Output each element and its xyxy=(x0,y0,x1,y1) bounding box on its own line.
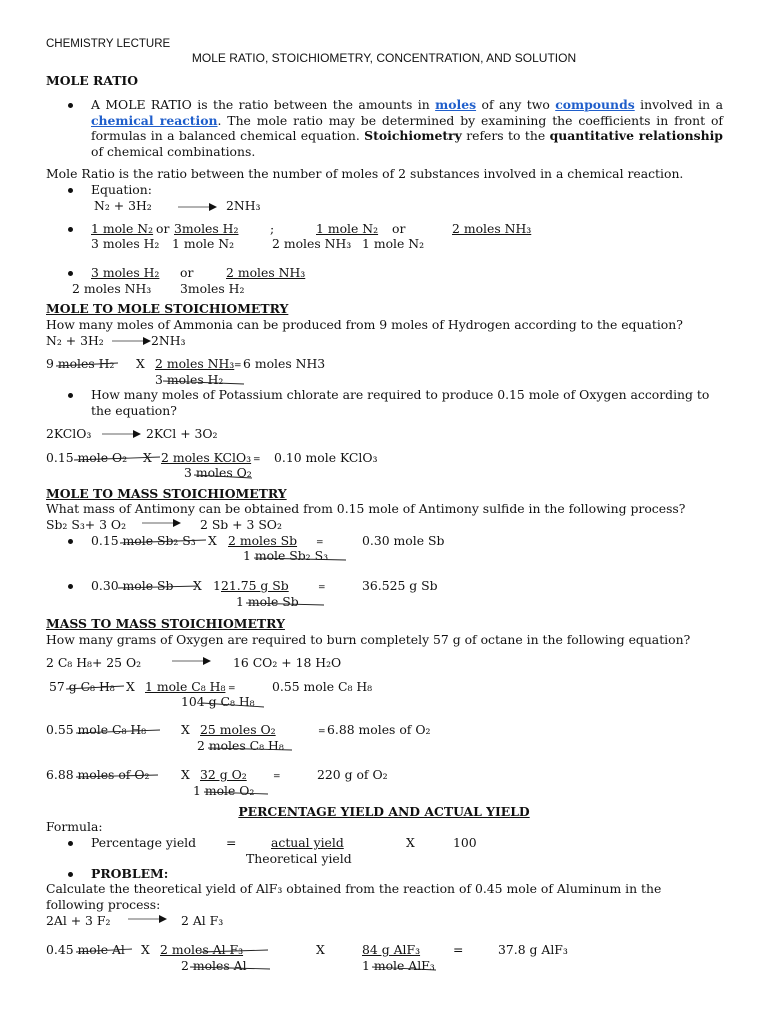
multiply-sign: X xyxy=(143,450,152,465)
mole-ratio-plain-definition: Mole Ratio is the ratio between the number of moles of 2 substances involved in a chemical reaction. xyxy=(46,166,684,181)
separator-text: ; xyxy=(270,221,275,236)
conversion-numerator: 25 moles O₂ xyxy=(200,722,276,737)
multiply-sign: X xyxy=(316,942,325,957)
ratio-numerator: 3moles H₂ xyxy=(174,221,239,236)
chemical-reaction-link[interactable]: chemical reaction xyxy=(91,112,218,128)
section-heading-mass-to-mass: MASS TO MASS STOICHIOMETRY xyxy=(46,616,285,631)
document-title: MOLE RATIO, STOICHIOMETRY, CONCENTRATION, AND SOLUTION xyxy=(191,51,577,65)
moles-link[interactable]: moles xyxy=(435,97,477,112)
result-text: 0.55 mole C₈ H₈ xyxy=(272,679,373,694)
conversion-numerator: 21.75 g Sb xyxy=(221,578,289,593)
equation-reactants: 2Al + 3 F₂ xyxy=(46,913,111,928)
conversion-numerator: 32 g O₂ xyxy=(200,767,247,782)
cancel-stroke xyxy=(200,950,268,952)
given-quantity: 0.55 mole C₈ H₈ xyxy=(46,722,147,737)
conversion-denominator: 1 mole AlF₃ xyxy=(362,958,435,973)
course-label: CHEMISTRY LECTURE xyxy=(46,38,171,50)
cancel-stroke xyxy=(56,363,118,366)
cancel-stroke xyxy=(74,457,160,460)
conversion-denominator: 2 moles C₈ H₈ xyxy=(197,738,284,753)
result-text: 220 g of O₂ xyxy=(317,767,388,782)
multiply-sign: X xyxy=(406,835,415,850)
equation-reactants: Sb₂ S₃+ 3 O₂ xyxy=(46,517,127,532)
cancel-stroke xyxy=(194,475,252,478)
given-quantity: 0.15 mole Sb₂ S₃ xyxy=(91,533,196,548)
cancel-stroke xyxy=(66,686,124,689)
conversion-numerator: 2 moles Sb xyxy=(228,533,298,548)
multiply-sign: X xyxy=(193,578,202,593)
cancel-stroke xyxy=(208,748,292,750)
compounds-link[interactable]: compounds xyxy=(555,97,635,112)
result-text: 6.88 moles of O₂ xyxy=(327,722,431,737)
multiply-sign: X xyxy=(181,722,190,737)
equals-sign: = xyxy=(228,684,236,694)
conversion-denominator: 104 g C₈ H₈ xyxy=(181,694,255,709)
equation-products: 2NH₃ xyxy=(151,333,186,348)
section-heading-mole-ratio: MOLE RATIO xyxy=(46,73,139,88)
conversion-denominator: 1 mole Sb₂ S₃ xyxy=(243,548,329,563)
or-text: or xyxy=(180,265,194,280)
cancel-stroke xyxy=(190,967,270,969)
question-text: How many grams of Oxygen are required to burn completely 57 g of octane in the following equation? xyxy=(46,632,691,647)
conversion-numerator: 2 moles NH₃ xyxy=(155,356,235,371)
conversion-denominator: 2 moles Al xyxy=(181,958,247,973)
conversion-numerator: 2 moles Al F₃ xyxy=(160,942,244,957)
ratio-denominator: 2 moles NH₃ xyxy=(72,281,152,296)
question-text: How many moles of Ammonia can be produced from 9 moles of Hydrogen according to the equation? xyxy=(46,317,683,332)
conversion-numerator: 2 moles KClO₃ xyxy=(161,450,252,465)
result-text: 37.8 g AlF₃ xyxy=(498,942,568,957)
given-quantity: 9 moles H₂ xyxy=(46,356,115,371)
cancel-stroke xyxy=(76,775,158,777)
percentage-yield-label: Percentage yield xyxy=(91,835,197,850)
or-text: or xyxy=(392,221,406,236)
result-text: 6 moles NH3 xyxy=(243,356,326,371)
conversion-numerator: 84 g AlF₃ xyxy=(362,942,421,957)
conversion-denominator: 3 moles H₂ xyxy=(155,372,224,387)
section-heading-yield: PERCENTAGE YIELD AND ACTUAL YIELD xyxy=(238,804,530,819)
cancel-stroke xyxy=(204,792,268,794)
formula-denominator: Theoretical yield xyxy=(246,851,352,866)
ratio-denominator: 1 mole N₂ xyxy=(362,236,425,251)
result-text: 36.525 g Sb xyxy=(362,578,438,593)
ratio-numerator: 3 moles H₂ xyxy=(91,265,160,280)
cancel-stroke xyxy=(76,949,132,952)
equation-reactants: 2 C₈ H₈+ 25 O₂ xyxy=(46,655,142,670)
section-heading-mole-to-mass: MOLE TO MASS STOICHIOMETRY xyxy=(46,486,287,501)
multiply-sign: X xyxy=(141,942,150,957)
cancel-stroke xyxy=(120,540,206,543)
ratio-denominator: 3moles H₂ xyxy=(180,281,245,296)
cancel-stroke xyxy=(254,558,346,560)
question-text: How many moles of Potassium chlorate are required to produce 0.15 mole of Oxygen according to the equation? xyxy=(91,387,710,418)
ratio-numerator: 1 mole N₂ xyxy=(91,221,154,236)
equals-sign: = xyxy=(273,772,281,782)
ratio-numerator: 2 moles NH₃ xyxy=(452,221,532,236)
cancel-stroke xyxy=(163,381,244,384)
conversion-denominator: 1 mole Sb xyxy=(236,594,299,609)
equals-sign: = xyxy=(226,835,237,850)
multiply-sign: X xyxy=(126,679,135,694)
ratio-denominator: 3 moles H₂ xyxy=(91,236,160,251)
conversion-denominator: 1 mole O₂ xyxy=(193,783,255,798)
ratio-numerator: 1 mole N₂ xyxy=(316,221,379,236)
equation-reactants: 2KClO₃ xyxy=(46,426,92,441)
ratio-numerator: 2 moles NH₃ xyxy=(226,265,306,280)
equals-sign: = xyxy=(318,727,326,737)
equals-sign: = xyxy=(316,538,324,548)
section-heading-mole-to-mole: MOLE TO MOLE STOICHIOMETRY xyxy=(46,301,289,316)
given-quantity: 57 g C₈ H₈ xyxy=(49,679,115,694)
conversion-numerator-prefix: 1 xyxy=(213,578,221,593)
equals-sign: = xyxy=(253,455,261,465)
problem-label: PROBLEM: xyxy=(91,866,169,881)
equation-products: 2 Sb + 3 SO₂ xyxy=(200,517,282,532)
cancel-stroke xyxy=(202,703,264,707)
conversion-numerator: 1 mole C₈ H₈ xyxy=(145,679,226,694)
equals-sign: = xyxy=(453,942,464,957)
formula-label: Formula: xyxy=(46,819,103,834)
mole-ratio-definition: A MOLE RATIO is the ratio between the amounts in moles of any two compounds involved in a chemical reaction. The mole ratio may be determined by examining the coefficients in front of formulas in a balanced chemical equation. Stoichiometry refers to the quantitative relationship of chemical combinations. xyxy=(91,97,723,159)
conversion-denominator: 3 moles O₂ xyxy=(184,465,252,480)
equation-products: 16 CO₂ + 18 H₂O xyxy=(233,655,342,670)
equation-products: 2KCl + 3O₂ xyxy=(146,426,218,441)
given-quantity: 0.45 mole Al xyxy=(46,942,125,957)
or-text: or xyxy=(156,221,170,236)
equation-reactants: N₂ + 3H₂ xyxy=(94,198,152,213)
multiply-sign: X xyxy=(181,767,190,782)
equation-label: Equation: xyxy=(91,182,152,197)
question-text: What mass of Antimony can be obtained from 0.15 mole of Antimony sulfide in the following process? xyxy=(46,501,686,516)
result-text: 0.30 mole Sb xyxy=(362,533,445,548)
ratio-denominator: 2 moles NH₃ xyxy=(272,236,352,251)
cancel-stroke xyxy=(76,730,160,733)
given-quantity: 0.30 mole Sb xyxy=(91,578,174,593)
problem-text: Calculate the theoretical yield of AlF₃ obtained from the reaction of 0.45 mole of Aluminum in the following process: xyxy=(46,881,662,912)
given-quantity: 6.88 moles of O₂ xyxy=(46,767,150,782)
equation-products: 2 Al F₃ xyxy=(181,913,224,928)
multiply-sign: X xyxy=(136,356,145,371)
formula-hundred: 100 xyxy=(453,835,477,850)
cancel-stroke xyxy=(246,603,324,605)
multiply-sign: X xyxy=(208,533,217,548)
equation-products: 2NH₃ xyxy=(226,198,261,213)
cancel-stroke xyxy=(118,586,198,588)
result-text: 0.10 mole KClO₃ xyxy=(274,450,378,465)
formula-numerator: actual yield xyxy=(271,835,344,850)
cancel-stroke xyxy=(372,967,436,970)
equation-reactants: N₂ + 3H₂ xyxy=(46,333,104,348)
equals-sign: = xyxy=(234,361,242,371)
ratio-denominator: 1 mole N₂ xyxy=(172,236,235,251)
equals-sign: = xyxy=(318,583,326,593)
given-quantity: 0.15 mole O₂ xyxy=(46,450,128,465)
